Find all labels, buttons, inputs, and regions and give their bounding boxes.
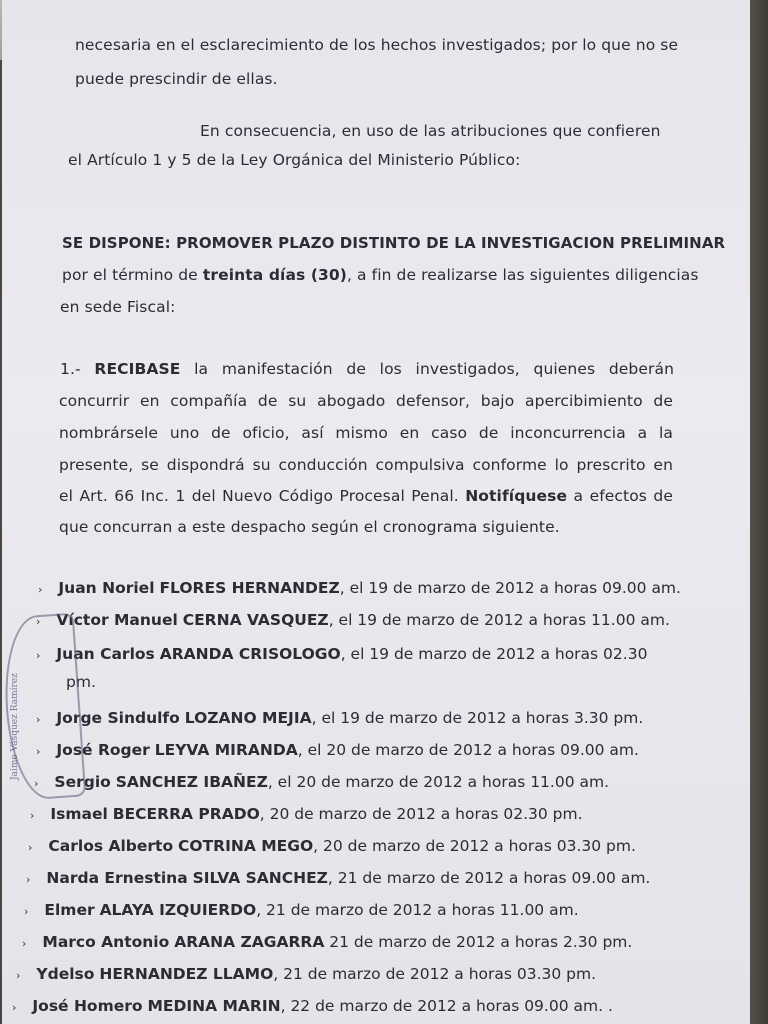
schedule-given-name: José Homero [32,997,143,1015]
schedule-detail: , el 19 de marzo de 2012 a horas 3.30 pm. [311,709,644,727]
paragraph1-line1: necesaria en el esclarecimiento de los hechos investigados; por lo que no se [75,36,679,54]
schedule-surname: MEDINA MARIN [147,997,281,1015]
bullet-icon: › [38,583,43,596]
schedule-surname: SILVA SANCHEZ [192,869,328,887]
schedule-detail: , 20 de marzo de 2012 a horas 03.30 pm. [313,837,636,855]
schedule-item [36,608,670,634]
schedule-given-name: Jorge Sindulfo [56,709,180,727]
bullet-icon: › [26,873,31,886]
bullet-icon: › [30,809,35,822]
item1-line5-post: a efectos de [567,487,673,505]
bullet-icon: › [34,777,39,790]
schedule-detail: , el 19 de marzo de 2012 a horas 11.00 am. [328,611,670,629]
schedule-item [34,770,609,796]
item1-line4: presente, se dispondrá su conducción compulsiva conforme lo prescrito en [59,456,673,474]
bullet-icon: › [36,649,41,662]
schedule-item [30,802,583,828]
schedule-item [36,706,643,732]
schedule-detail: , el 19 de marzo de 2012 a horas 02.30 [340,645,648,663]
schedule-surname: BECERRA PRADO [112,805,260,823]
paragraph2-line1: En consecuencia, en uso de las atribuciones que confieren [200,122,661,140]
schedule-item [16,962,596,988]
schedule-item [24,898,579,924]
schedule-detail: , 21 de marzo de 2012 a horas 09.00 am. [327,869,651,887]
item1-number: 1.- [60,360,81,378]
dispone-line2-pre: por el término de [62,266,203,284]
item1-line3: nombrársele uno de oficio, así mismo en caso de inconcurrencia a la [59,424,673,442]
item1-bold: RECIBASE [94,360,181,378]
paragraph1-line2: puede prescindir de ellas. [75,70,278,88]
item1-line5 [59,481,673,512]
schedule-surname: ALAYA IZQUIERDO [99,901,257,919]
dispone-line3: en sede Fiscal: [60,298,176,316]
schedule-surname: LOZANO MEJIA [184,709,312,727]
dispone-line2-post: , a fin de realizarse las siguientes diligencias [346,266,699,284]
dispone-line2 [62,260,699,291]
schedule-given-name: Carlos Alberto [48,837,174,855]
dispone-heading: SE DISPONE: PROMOVER PLAZO DISTINTO DE LA INVESTIGACION PRELIMINAR [62,234,726,252]
schedule-given-name: José Roger [56,741,150,759]
bullet-icon: › [36,615,41,628]
schedule-given-name: Elmer [44,901,95,919]
paragraph2-line2: el Artículo 1 y 5 de la Ley Orgánica del Ministerio Público: [68,151,521,169]
schedule-given-name: Víctor Manuel [56,611,178,629]
item1-line5-bold: Notifíquese [465,487,568,505]
schedule-detail: , el 20 de marzo de 2012 a horas 11.00 am. [267,773,610,791]
schedule-given-name: Ismael [50,805,108,823]
schedule-detail: , 20 de marzo de 2012 a horas 02.30 pm. [259,805,583,823]
document-page [2,0,750,1024]
schedule-item [26,866,650,892]
schedule-surname: COTRINA MEGO [178,837,314,855]
schedule-detail: , 21 de marzo de 2012 a horas 03.30 pm. [273,965,597,983]
dispone-line2-bold: treinta días (30) [202,266,347,284]
schedule-detail: , el 19 de marzo de 2012 a horas 09.00 am. [339,579,681,597]
schedule-detail: , 21 de marzo de 2012 a horas 11.00 am. [256,901,579,919]
schedule-given-name: Marco Antonio [42,933,170,951]
schedule-given-name: Juan Noriel [58,579,155,597]
bullet-icon: › [28,841,33,854]
bullet-icon: › [36,713,41,726]
bullet-icon: › [36,745,41,758]
bullet-icon: › [16,969,21,982]
schedule-detail: , el 20 de marzo de 2012 a horas 09.00 am. [297,741,639,759]
schedule-item [36,642,647,668]
item1-line5-pre: el Art. 66 Inc. 1 del Nuevo Código Procesal Penal. [59,487,466,505]
item1-line6: que concurran a este despacho según el cronograma siguiente. [59,518,560,536]
schedule-surname: HERNANDEZ LLAMO [99,965,274,983]
bullet-icon: › [12,1001,17,1014]
item1-line2: concurrir en compañía de su abogado defensor, bajo apercibimiento de [59,392,673,410]
item1-line1-text: la manifestación de los investigados, quienes deberán [180,360,674,378]
schedule-given-name: Juan Carlos [56,645,155,663]
schedule-item [22,930,632,956]
schedule-detail: pm. [66,673,96,691]
schedule-given-name: Sergio [54,773,111,791]
schedule-surname: CERNA VASQUEZ [182,611,329,629]
schedule-item [12,994,613,1020]
schedule-given-name: Ydelso [36,965,95,983]
stamp-text: Jaime Vásquez Ramírez [10,673,20,780]
bullet-icon: › [22,937,27,950]
schedule-item [28,834,636,860]
schedule-given-name: Narda Ernestina [46,869,188,887]
schedule-surname: SANCHEZ IBAÑEZ [115,773,268,791]
bullet-icon: › [24,905,29,918]
schedule-surname: FLORES HERNANDEZ [159,579,340,597]
schedule-item [36,738,639,764]
schedule-surname: LEYVA MIRANDA [154,741,298,759]
item1-line1 [60,354,674,385]
schedule-detail: 21 de marzo de 2012 a horas 2.30 pm. [324,933,633,951]
schedule-surname: ARANA ZAGARRA [174,933,325,951]
schedule-detail: , 22 de marzo de 2012 a horas 09.00 am. . [280,997,613,1015]
schedule-surname: ARANDA CRISOLOGO [159,645,341,663]
schedule-item [38,576,681,602]
